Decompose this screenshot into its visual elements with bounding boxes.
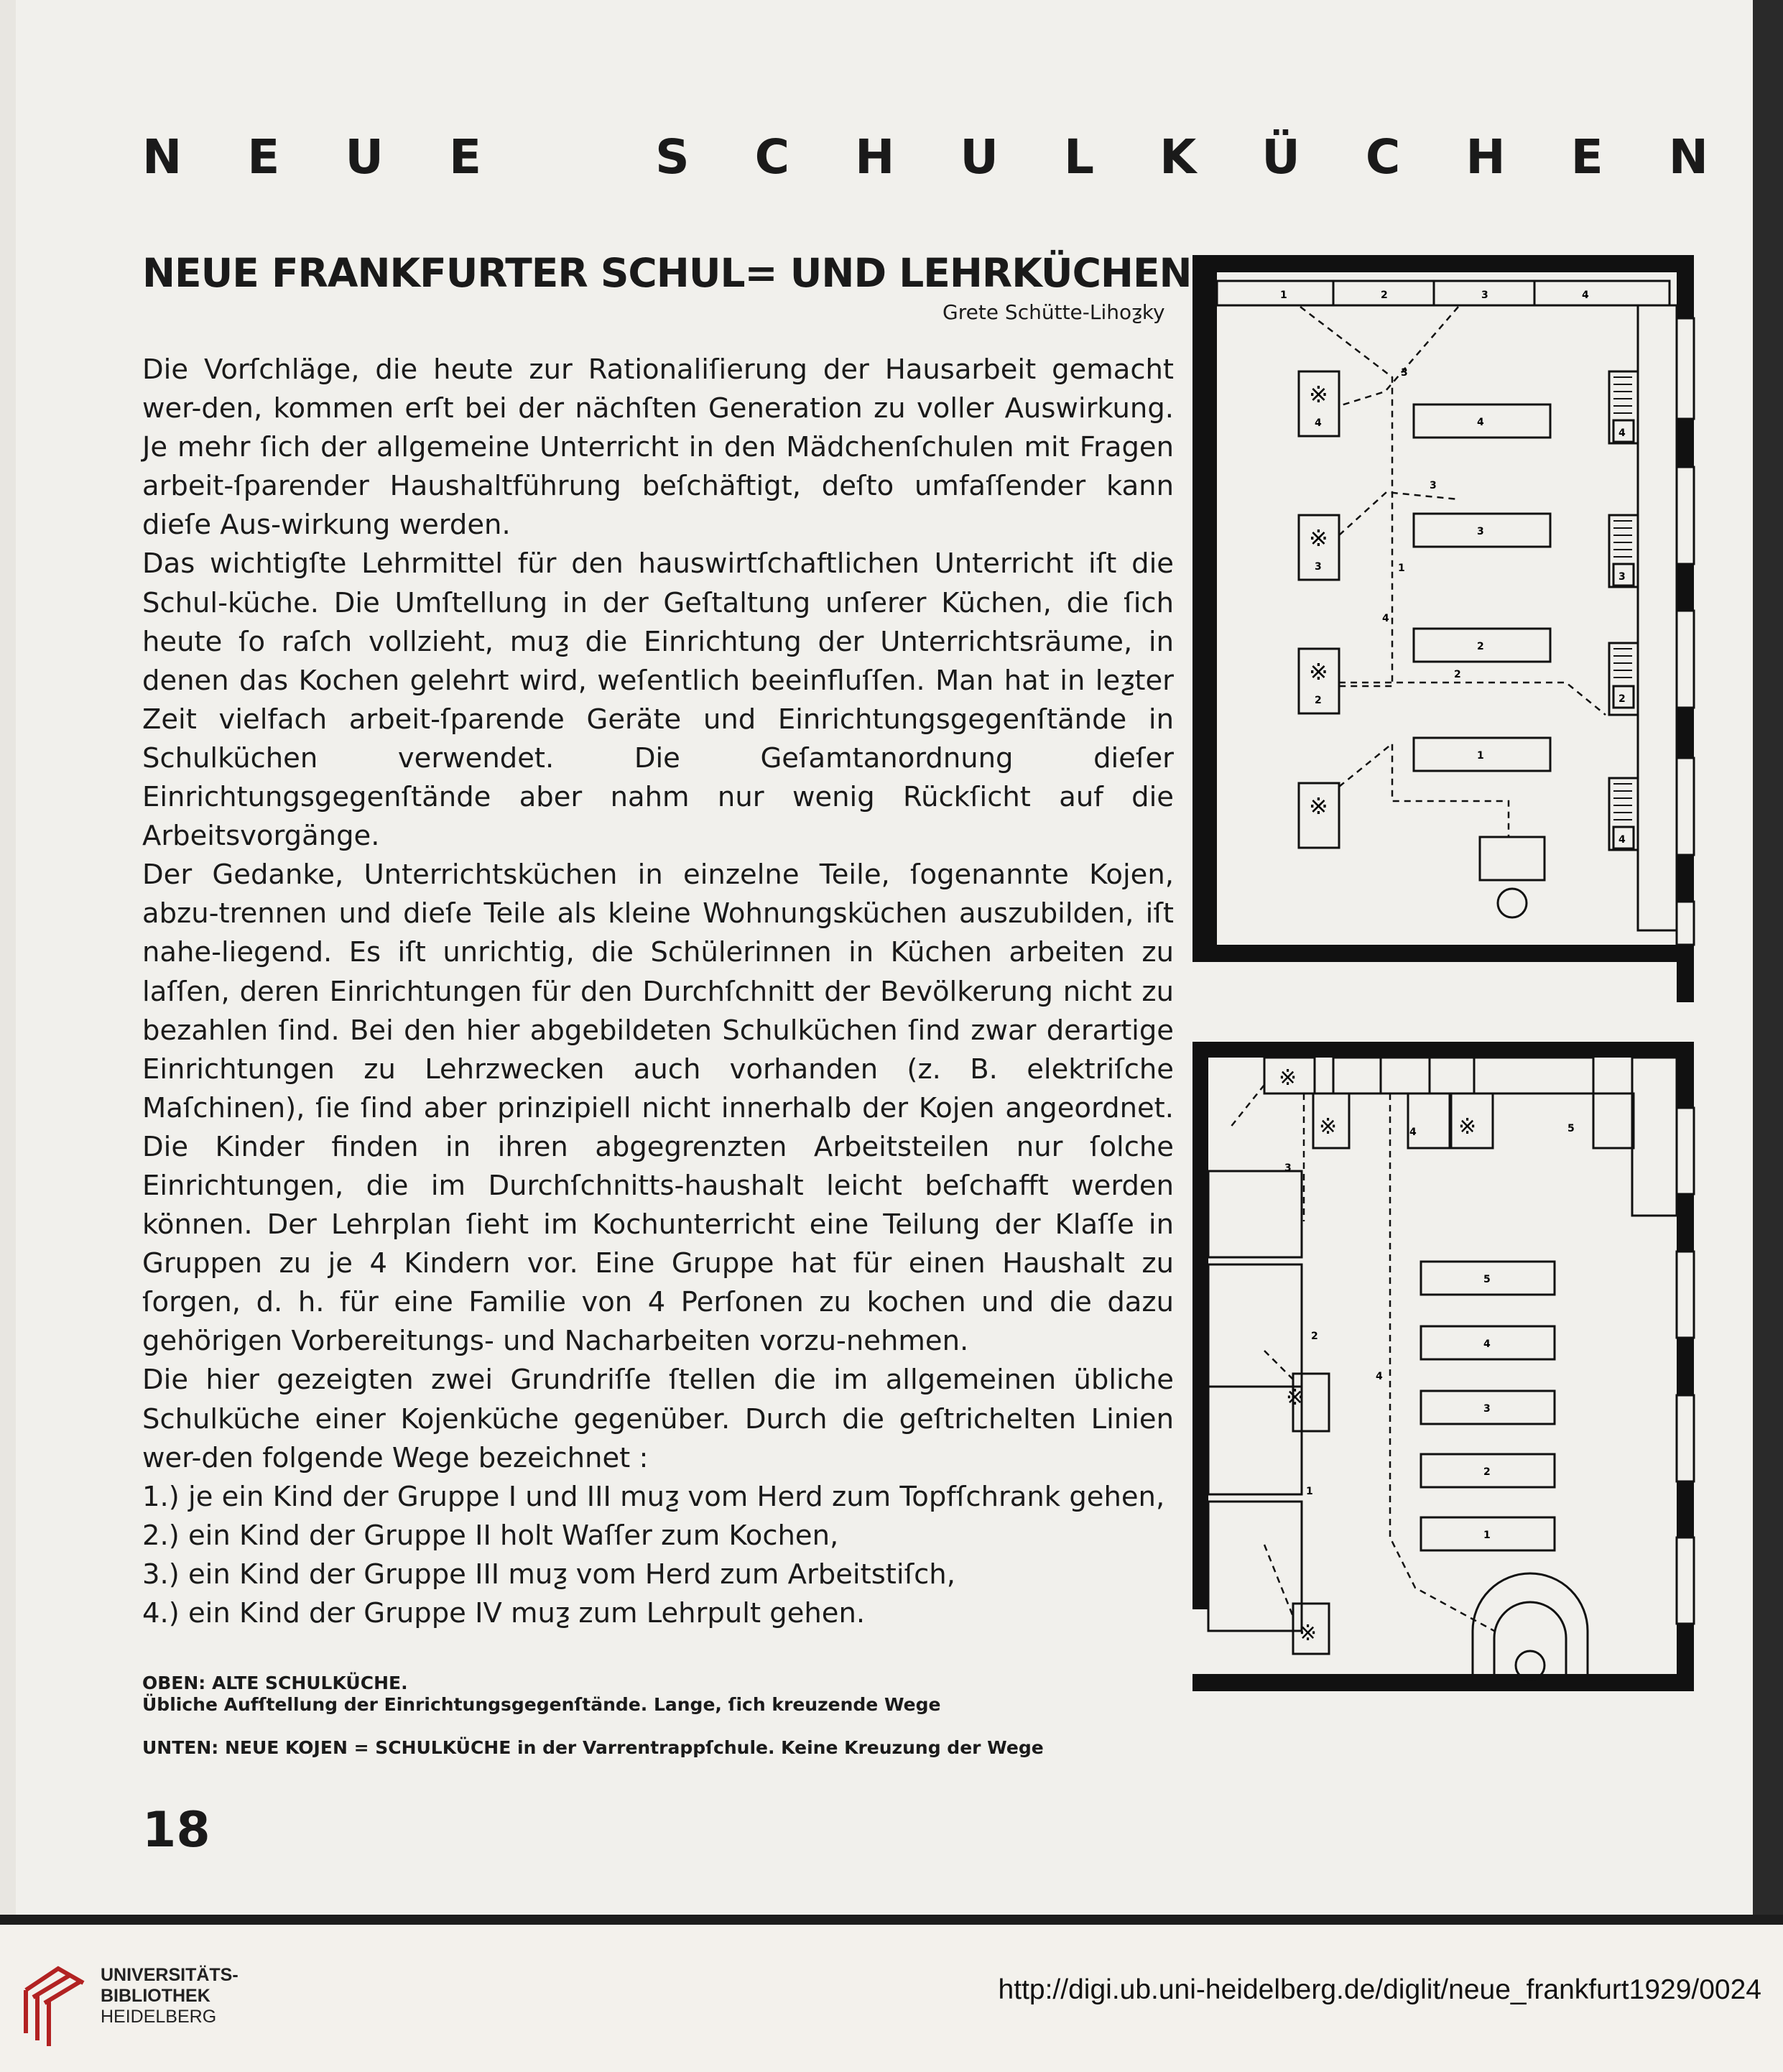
library-line: HEIDELBERG <box>101 2007 217 2027</box>
paragraph: Der Gedanke, Unterrichtsküchen in einzelne Teile, ſogenannte Kojen, abzu-trennen und dieſe Teile als kleine Wohnungsküchen auszubilden, iſt nahe-liegend. Es iſt unrichtig, die Schülerinnen in Küchen arbeiten zu laſſen, deren Einrichtungen für den Durchſchnitt der Bevölkerung nicht zu bezahlen ſind. Bei den hier abgebildeten Schulküchen ſind zwar derartige Einrichtungen zu Lehrzwecken auch vorhanden (z. B. elektriſche Maſchinen), ſie ſind aber prinzipiell nicht innerhalb der Kojen angeordnet. Die Kinder finden in ihren abgegrenzten Arbeitsteilen nur ſolche Einrichtungen, die im Durchſchnitts-haushalt leicht beſchafft werden können. Der Lehrplan ſieht im Kochunterricht eine Teilung der Klaſſe in Gruppen zu je 4 Kindern vor. Eine Gruppe hat für einen Haushalt zu ſorgen, d. h. für eine Familie von 4 Perſonen zu kochen und die dazu gehörigen Vorbereitungs- und Nacharbeiten vorzu-nehmen. <box>142 859 1174 1358</box>
article-author: Grete Schütte-Lihoƺky <box>943 300 1165 324</box>
source-url-link[interactable]: http://digi.ub.uni-heidelberg.de/diglit/neue_frankfurt1929/0024 <box>998 1974 1761 2005</box>
header-letter: E <box>1570 129 1603 185</box>
caption-top-text: Übliche Aufſtellung der Einrichtungsgegenſtände. Lange, ſich kreuzende Wege <box>142 1694 941 1715</box>
svg-text:3: 3 <box>1315 561 1322 573</box>
svg-text:3: 3 <box>1477 526 1484 537</box>
list-item: 1.) je ein Kind der Gruppe I und III muƺ vom Herd zum Topfſchrank gehen, <box>142 1480 1165 1513</box>
library-line: UNIVERSITÄTS- <box>101 1965 238 1985</box>
library-name <box>101 1965 238 2027</box>
svg-text:4: 4 <box>1618 834 1626 846</box>
svg-text:※: ※ <box>1319 1114 1338 1139</box>
header-letter: K <box>1159 129 1197 185</box>
header-letter: N <box>142 129 182 185</box>
svg-text:2: 2 <box>1618 693 1626 705</box>
header-letter: H <box>1465 129 1506 185</box>
page-edge-shadow <box>1753 0 1783 1920</box>
svg-text:※: ※ <box>1458 1114 1477 1139</box>
list-item: 4.) ein Kind der Gruppe IV muƺ zum Lehrpult gehen. <box>142 1597 866 1629</box>
svg-text:※: ※ <box>1286 1385 1305 1410</box>
page-number: 18 <box>142 1802 210 1859</box>
page-bottom-edge <box>0 1915 1783 1925</box>
header-letter: H <box>855 129 895 185</box>
header-letter: Ü <box>1261 129 1300 185</box>
svg-text:2: 2 <box>1381 290 1388 301</box>
caption-top-label: OBEN: ALTE SCHULKÜCHE. <box>142 1673 408 1693</box>
svg-text:1: 1 <box>1398 563 1405 574</box>
header-letter: N <box>1668 129 1708 185</box>
svg-text:※: ※ <box>1309 658 1328 685</box>
svg-text:※: ※ <box>1279 1065 1297 1091</box>
svg-text:4: 4 <box>1618 427 1626 439</box>
running-header <box>142 128 1708 185</box>
paragraph: Die Vorſchläge, die heute zur Rationaliſierung der Hausarbeit gemacht wer-den, kommen erſt bei der nächſten Generation zu voller Auswirkung. Je mehr ſich der allgemeine Unterricht in den Mädchenſchulen mit Fragen arbeit-ſparender Haushaltführung beſchäftigt, deſto umfaſſender kann dieſe Aus-wirkung werden. <box>142 353 1174 542</box>
paragraph: Das wichtigſte Lehrmittel für den hauswirtſchaftlichen Unterricht iſt die Schul-küche. Die Umſtellung in der Geſtaltung unſerer Küchen, die ſich heute ſo raſch vollzieht, muƺ die Einrichtung der Unterrichtsräume, in denen das Kochen gelehrt wird, weſentlich beeinfluſſen. Man hat in leƺter Zeit vielfach arbeit-ſparende Geräte und Einrichtungsgegenſtände in Schulküchen verwendet. Die Geſamtanordnung dieſer Einrichtungsgegenſtände aber nahm nur wenig Rückſicht auf die Arbeitsvorgänge. <box>142 547 1174 853</box>
svg-text:※: ※ <box>1309 381 1328 408</box>
svg-text:4: 4 <box>1477 417 1484 428</box>
svg-text:※: ※ <box>1309 524 1328 552</box>
svg-text:3: 3 <box>1401 367 1408 379</box>
svg-text:1: 1 <box>1306 1486 1313 1497</box>
svg-text:5: 5 <box>1483 1274 1491 1285</box>
svg-text:※: ※ <box>1299 1621 1317 1646</box>
article-title: NEUE FRANKFURTER SCHUL= UND LEHRKÜCHEN <box>142 250 1192 296</box>
svg-text:1: 1 <box>1483 1530 1491 1541</box>
caption-bottom-text: UNTEN: NEUE KOJEN = SCHULKÜCHE in der Varrentrappſchule. Keine Kreuzung der Wege <box>142 1737 1044 1758</box>
svg-text:4: 4 <box>1382 613 1389 624</box>
svg-text:2: 2 <box>1483 1466 1491 1478</box>
svg-text:2: 2 <box>1311 1331 1318 1342</box>
svg-text:※: ※ <box>1309 792 1328 820</box>
svg-text:3: 3 <box>1483 1403 1491 1415</box>
header-letter: S <box>655 129 690 185</box>
svg-text:1: 1 <box>1477 750 1484 762</box>
header-letter: E <box>247 129 280 185</box>
article-body <box>142 351 1174 1633</box>
svg-text:4: 4 <box>1409 1127 1417 1138</box>
svg-text:3: 3 <box>1284 1162 1292 1174</box>
svg-text:4: 4 <box>1315 417 1322 429</box>
floor-plan-kojen-kitchen <box>1192 1042 1703 1760</box>
svg-text:3: 3 <box>1430 480 1437 491</box>
list-item: 2.) ein Kind der Gruppe II holt Waſſer zum Kochen, <box>142 1519 839 1552</box>
svg-text:3: 3 <box>1618 571 1626 583</box>
header-letter: C <box>754 129 790 185</box>
svg-text:4: 4 <box>1483 1338 1491 1350</box>
svg-text:3: 3 <box>1481 290 1488 301</box>
header-letter: U <box>960 129 999 185</box>
header-letter: U <box>345 129 384 185</box>
library-line: BIBLIOTHEK <box>101 1986 210 2006</box>
floor-plan-old-kitchen <box>1192 255 1703 1002</box>
svg-text:4: 4 <box>1376 1371 1383 1382</box>
svg-text:2: 2 <box>1454 669 1461 680</box>
svg-text:5: 5 <box>1567 1123 1575 1134</box>
header-letter: C <box>1365 129 1401 185</box>
svg-text:2: 2 <box>1477 641 1484 652</box>
list-item: 3.) ein Kind der Gruppe III muƺ vom Herd zum Arbeitstiſch, <box>142 1558 955 1591</box>
header-letter: E <box>448 129 482 185</box>
svg-text:4: 4 <box>1582 290 1589 301</box>
header-letter: L <box>1064 129 1095 185</box>
paragraph: Die hier gezeigten zwei Grundriſſe ſtellen die im allgemeinen übliche Schulküche einer Kojenküche gegenüber. Durch die geſtrichelten Linien wer-den folgende Wege bezeichnet : <box>142 1364 1174 1474</box>
svg-text:2: 2 <box>1315 695 1322 706</box>
university-library-logo <box>19 1961 91 2048</box>
svg-text:1: 1 <box>1280 290 1287 301</box>
route-list <box>142 1478 1174 1633</box>
